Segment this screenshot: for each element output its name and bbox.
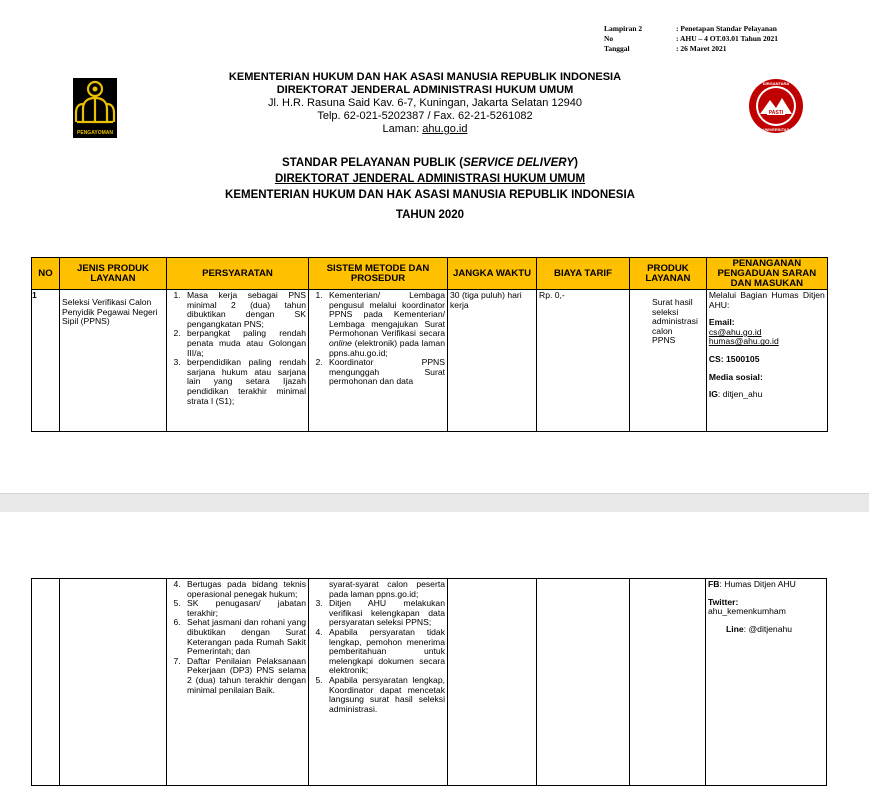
- page-separator: [0, 493, 869, 513]
- list-item: 5. Apabila persyaratan lengkap, Koordinator dapat mencetak langsung surat hasil seleksi administrasi.: [325, 676, 445, 714]
- seal-text-bottom: UNIVERSITAS: [762, 127, 790, 132]
- standard-table-page-2: [31, 578, 827, 786]
- header-pengaduan: PENANGANAN PENGADUAN SARAN DAN MASUKAN: [706, 258, 827, 290]
- cell-produk: Surat hasil seleksi administrasi calon PPNS: [630, 290, 707, 432]
- header-biaya: BIAYA TARIF: [537, 258, 630, 290]
- cell-prosedur: [309, 290, 448, 432]
- header-persyaratan: PERSYARATAN: [167, 258, 309, 290]
- lampiran-row: Lampiran 2 : Penetapan Standar Pelayanan: [604, 24, 777, 33]
- ministry-name: KEMENTERIAN HUKUM DAN HAK ASASI MANUSIA REPUBLIK INDONESIA: [228, 71, 622, 83]
- cell-jangka: 30 (tiga puluh) hari kerja: [448, 290, 537, 432]
- letterhead: [130, 71, 720, 136]
- title-line-1: STANDAR PELAYANAN PUBLIK (SERVICE DELIVERY): [282, 157, 578, 169]
- list-item: 4. Apabila persyaratan tidak lengkap, pemohon menerima pemberitahuan untuk melengkapi dokumen secara elektronik;: [325, 628, 445, 676]
- list-item: 2. berpangkat paling rendah penata muda atau Golongan III/a;: [183, 329, 306, 358]
- cell-biaya: Rp. 0,-: [537, 290, 630, 432]
- lampiran-row: Tanggal : 26 Maret 2021: [604, 44, 727, 53]
- title-line-3: KEMENTERIAN HUKUM DAN HAK ASASI MANUSIA REPUBLIK INDONESIA: [225, 189, 635, 201]
- header-jenis: JENIS PRODUK LAYANAN: [60, 258, 167, 290]
- address: Jl. H.R. Rasuna Said Kav. 6-7, Kuningan, Jakarta Selatan 12940: [267, 97, 583, 109]
- document-title: [130, 155, 730, 223]
- title-line-2: DIREKTORAT JENDERAL ADMINISTRASI HUKUM UMUM: [274, 173, 586, 185]
- email-link[interactable]: humas@ahu.go.id: [708, 336, 779, 347]
- cell-jenis: Seleksi Verifikasi Calon Penyidik Pegawai Negeri Sipil (PPNS): [60, 290, 167, 432]
- header-produk: PRODUK LAYANAN: [630, 258, 707, 290]
- logo-caption: PENGAYOMAN: [77, 130, 113, 136]
- title-year: TAHUN 2020: [395, 209, 465, 221]
- phone-fax: Telp. 62-021-5202387 / Fax. 62-21-5261082: [317, 110, 533, 122]
- seal-text-mid: PASTI: [768, 110, 784, 116]
- directorate-name: DIREKTORAT JENDERAL ADMINISTRASI HUKUM UMUM: [276, 84, 574, 96]
- lampiran-block: [604, 24, 778, 54]
- cell-persyaratan: [167, 579, 309, 786]
- cell-pengaduan: Melalui Bagian Humas Ditjen AHU: Email: cs@ahu.go.id humas@ahu.go.id CS: 1500105 Media sosial: IG: ditjen_ahu: [706, 290, 827, 432]
- list-item: 6. Sehat jasmani dan rohani yang dibuktikan dengan Surat Keterangan pada Rumah Sakit Pemerintah; dan: [183, 618, 306, 656]
- list-item: 4. Bertugas pada bidang teknis operasional penegak hukum;: [183, 580, 306, 599]
- table-header-row: [32, 258, 828, 290]
- website-line: Laman: ahu.go.id: [382, 123, 468, 135]
- list-item: 2. Koordinator PPNS mengunggah Surat permohonan dan data: [325, 358, 445, 387]
- cell-prosedur: syarat-syarat calon peserta pada laman ppns.go.id; 3. Ditjen AHU melakukan verifikasi kelengkapan data persyaratan seleksi PPNS; 4. Apabila persyaratan tidak lengkap, pemohon menerima pemberitahuan untuk melengkapi dokumen secara elektronik; 5. Apabila persyaratan lengkap, Koordinator dapat mencetak langsung surat hasil seleksi administrasi.: [309, 579, 448, 786]
- header-no: NO: [32, 258, 60, 290]
- table-row: [32, 290, 828, 432]
- table-row: [32, 579, 827, 786]
- list-item: 7. Daftar Penilaian Pelaksanaan Pekerjaan (DP3) PNS selama 2 (dua) tahun terakhir dengan minimal penilaian Baik.: [183, 657, 306, 695]
- list-item: 1. Kementerian/ Lembaga pengusul melalui koordinator PPNS pada Kementerian/ Lembaga mengajukan Surat Permohonan Verifikasi secara online (elektronik) pada laman ppns.ahu.go.id;: [325, 291, 445, 358]
- website-link[interactable]: ahu.go.id: [422, 123, 468, 135]
- list-item: 1. Masa kerja sebagai PNS minimal 2 (dua) tahun dibuktikan dengan SK pengangkatan PNS;: [183, 291, 306, 329]
- seal-text-top: DIRGANTARA: [762, 81, 790, 86]
- pengayoman-tree-icon: [73, 78, 117, 128]
- header-jangka: JANGKA WAKTU: [448, 258, 537, 290]
- cell-pengaduan: FB: Humas Ditjen AHU Twitter: ahu_kemenkumham Line: @ditjenahu: [706, 579, 827, 786]
- standard-table-page-1: [31, 257, 828, 432]
- document-page-2: [0, 512, 869, 805]
- list-item: 3. Ditjen AHU melakukan verifikasi kelengkapan data persyaratan seleksi PPNS;: [325, 599, 445, 628]
- list-item: 3. berpendidikan paling rendah sarjana hukum atau sarjana lain yang setara Ijazah pendidikan terakhir minimal strata I (S1);: [183, 358, 306, 406]
- header-prosedur: SISTEM METODE DAN PROSEDUR: [309, 258, 448, 290]
- ditjen-ahu-seal-icon: [748, 78, 804, 134]
- pengayoman-emblem-icon: [73, 78, 117, 138]
- cell-no: 1: [32, 290, 60, 432]
- list-item: 5. SK penugasan/ jabatan terakhir;: [183, 599, 306, 618]
- lampiran-row: No : AHU – 4 OT.03.01 Tahun 2021: [604, 34, 778, 43]
- cell-persyaratan: [167, 290, 309, 432]
- email-link[interactable]: cs@ahu.go.id: [708, 326, 762, 337]
